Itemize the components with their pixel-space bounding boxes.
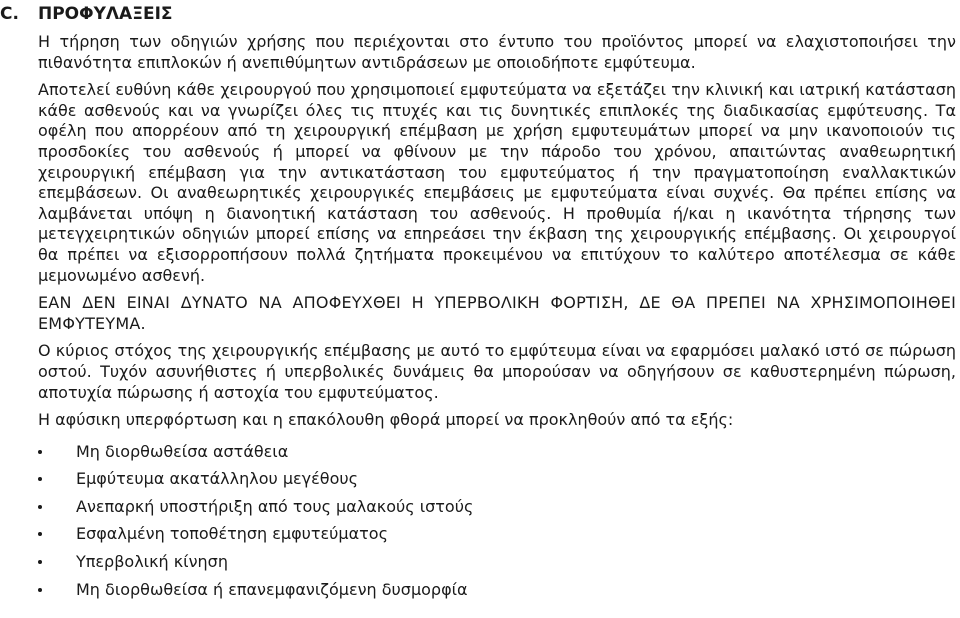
section-title: ΠΡΟΦΥΛΑΞΕΙΣ [38,4,173,24]
list-item-text: Εμφύτευμα ακατάλληλου μεγέθους [76,469,359,489]
list-item [38,465,956,493]
paragraph-instructions: Η τήρηση των οδηγιών χρήσης που περιέχονται στο έντυπο του προϊόντος μπορεί να ελαχιστοποιήσει την πιθανότητα επιπλοκών ή ανεπιθύμητων αντιδράσεων με οποιοδήποτε εμφύτευμα. [38,32,956,72]
paragraph-surgery-goal: Ο κύριος στόχος της χειρουργικής επέμβασης με αυτό το εμφύτευμα είναι να εφαρμόσει μαλακό ιστό σε πώρωση οστού. Τυχόν ασυνήθιστες ή υπερβολικές δυνάμεις θα μπορούσαν να οδηγήσουν σε καθυστερημένη πώρωση, αποτυχία πώρωσης ή αστοχία του εμφυτεύματος. [38,341,956,402]
list-item [38,548,956,576]
list-item [38,493,956,521]
list-item [38,438,956,466]
section-body [38,32,956,603]
section-letter: C. [0,4,19,24]
paragraph-causes-intro: Η αφύσικη υπερφόρτωση και η επακόλουθη φθορά μπορεί να προκληθούν από τα εξής: [38,410,734,430]
list-item [38,576,956,604]
causes-list [38,438,956,604]
list-item-text: Μη διορθωθείσα αστάθεια [76,441,289,461]
list-item-text: Υπερβολική κίνηση [76,552,228,572]
paragraph-overload-warning: ΕΑΝ ΔΕΝ ΕΙΝΑΙ ΔΥΝΑΤΟ ΝΑ ΑΠΟΦΕΥΧΘΕΙ Η ΥΠΕΡΒΟΛΙΚΗ ΦΟΡΤΙΣΗ, ΔΕ ΘΑ ΠΡΕΠΕΙ ΝΑ ΧΡΗΣΙΜΟΠΟΙΗΘΕΙ ΕΜΦΥΤΕΥΜΑ. [38,293,956,333]
section-heading [0,3,173,25]
list-item-text: Μη διορθωθείσα ή επανεμφανιζόμενη δυσμορφία [76,579,468,599]
list-item-text: Ανεπαρκή υποστήριξη από τους μαλακούς ιστούς [76,496,474,516]
paragraph-surgeon-responsibility: Αποτελεί ευθύνη κάθε χειρουργού που χρησιμοποιεί εμφυτεύματα να εξετάζει την κλινική και ιατρική κατάσταση κάθε ασθενούς και να γνωρίζει όλες τις πτυχές και τις δυνητικές επιπλοκές της διαδικασίας εμφύτευσης. Τα οφέλη που απορρέουν από τη χειρουργική επέμβαση με χρήση εμφυτευμάτων μπορεί να μην ικανοποιούν τις προσδοκίες του ασθενούς ή μπορεί να φθίνουν με την πάροδο του χρόνου, απαιτώντας αναθεωρητική χειρουργική επέμβαση για την αντικατάσταση του εμφυτεύματος ή την πραγματοποίηση εναλλακτικών επεμβάσεων. Οι αναθεωρητικές χειρουργικές επεμβάσεις με εμφυτεύματα είναι συχνές. Θα πρέπει επίσης να λαμβάνεται υπόψη η διανοητική κατάσταση του ασθενούς. Η προθυμία ή/και η ικανότητα τήρησης των μετεγχειρητικών οδηγιών μπορεί επίσης να επηρεάσει την έκβαση της χειρουργικής επέμβασης. Οι χειρουργοί θα πρέπει να εξισορροπήσουν πολλά ζητήματα προκειμένου να επιτύχουν το καλύτερο αποτέλεσμα σε κάθε μεμονωμένο ασθενή. [38,80,956,285]
list-item-text: Εσφαλμένη τοποθέτηση εμφυτεύματος [76,524,388,544]
list-item [38,520,956,548]
